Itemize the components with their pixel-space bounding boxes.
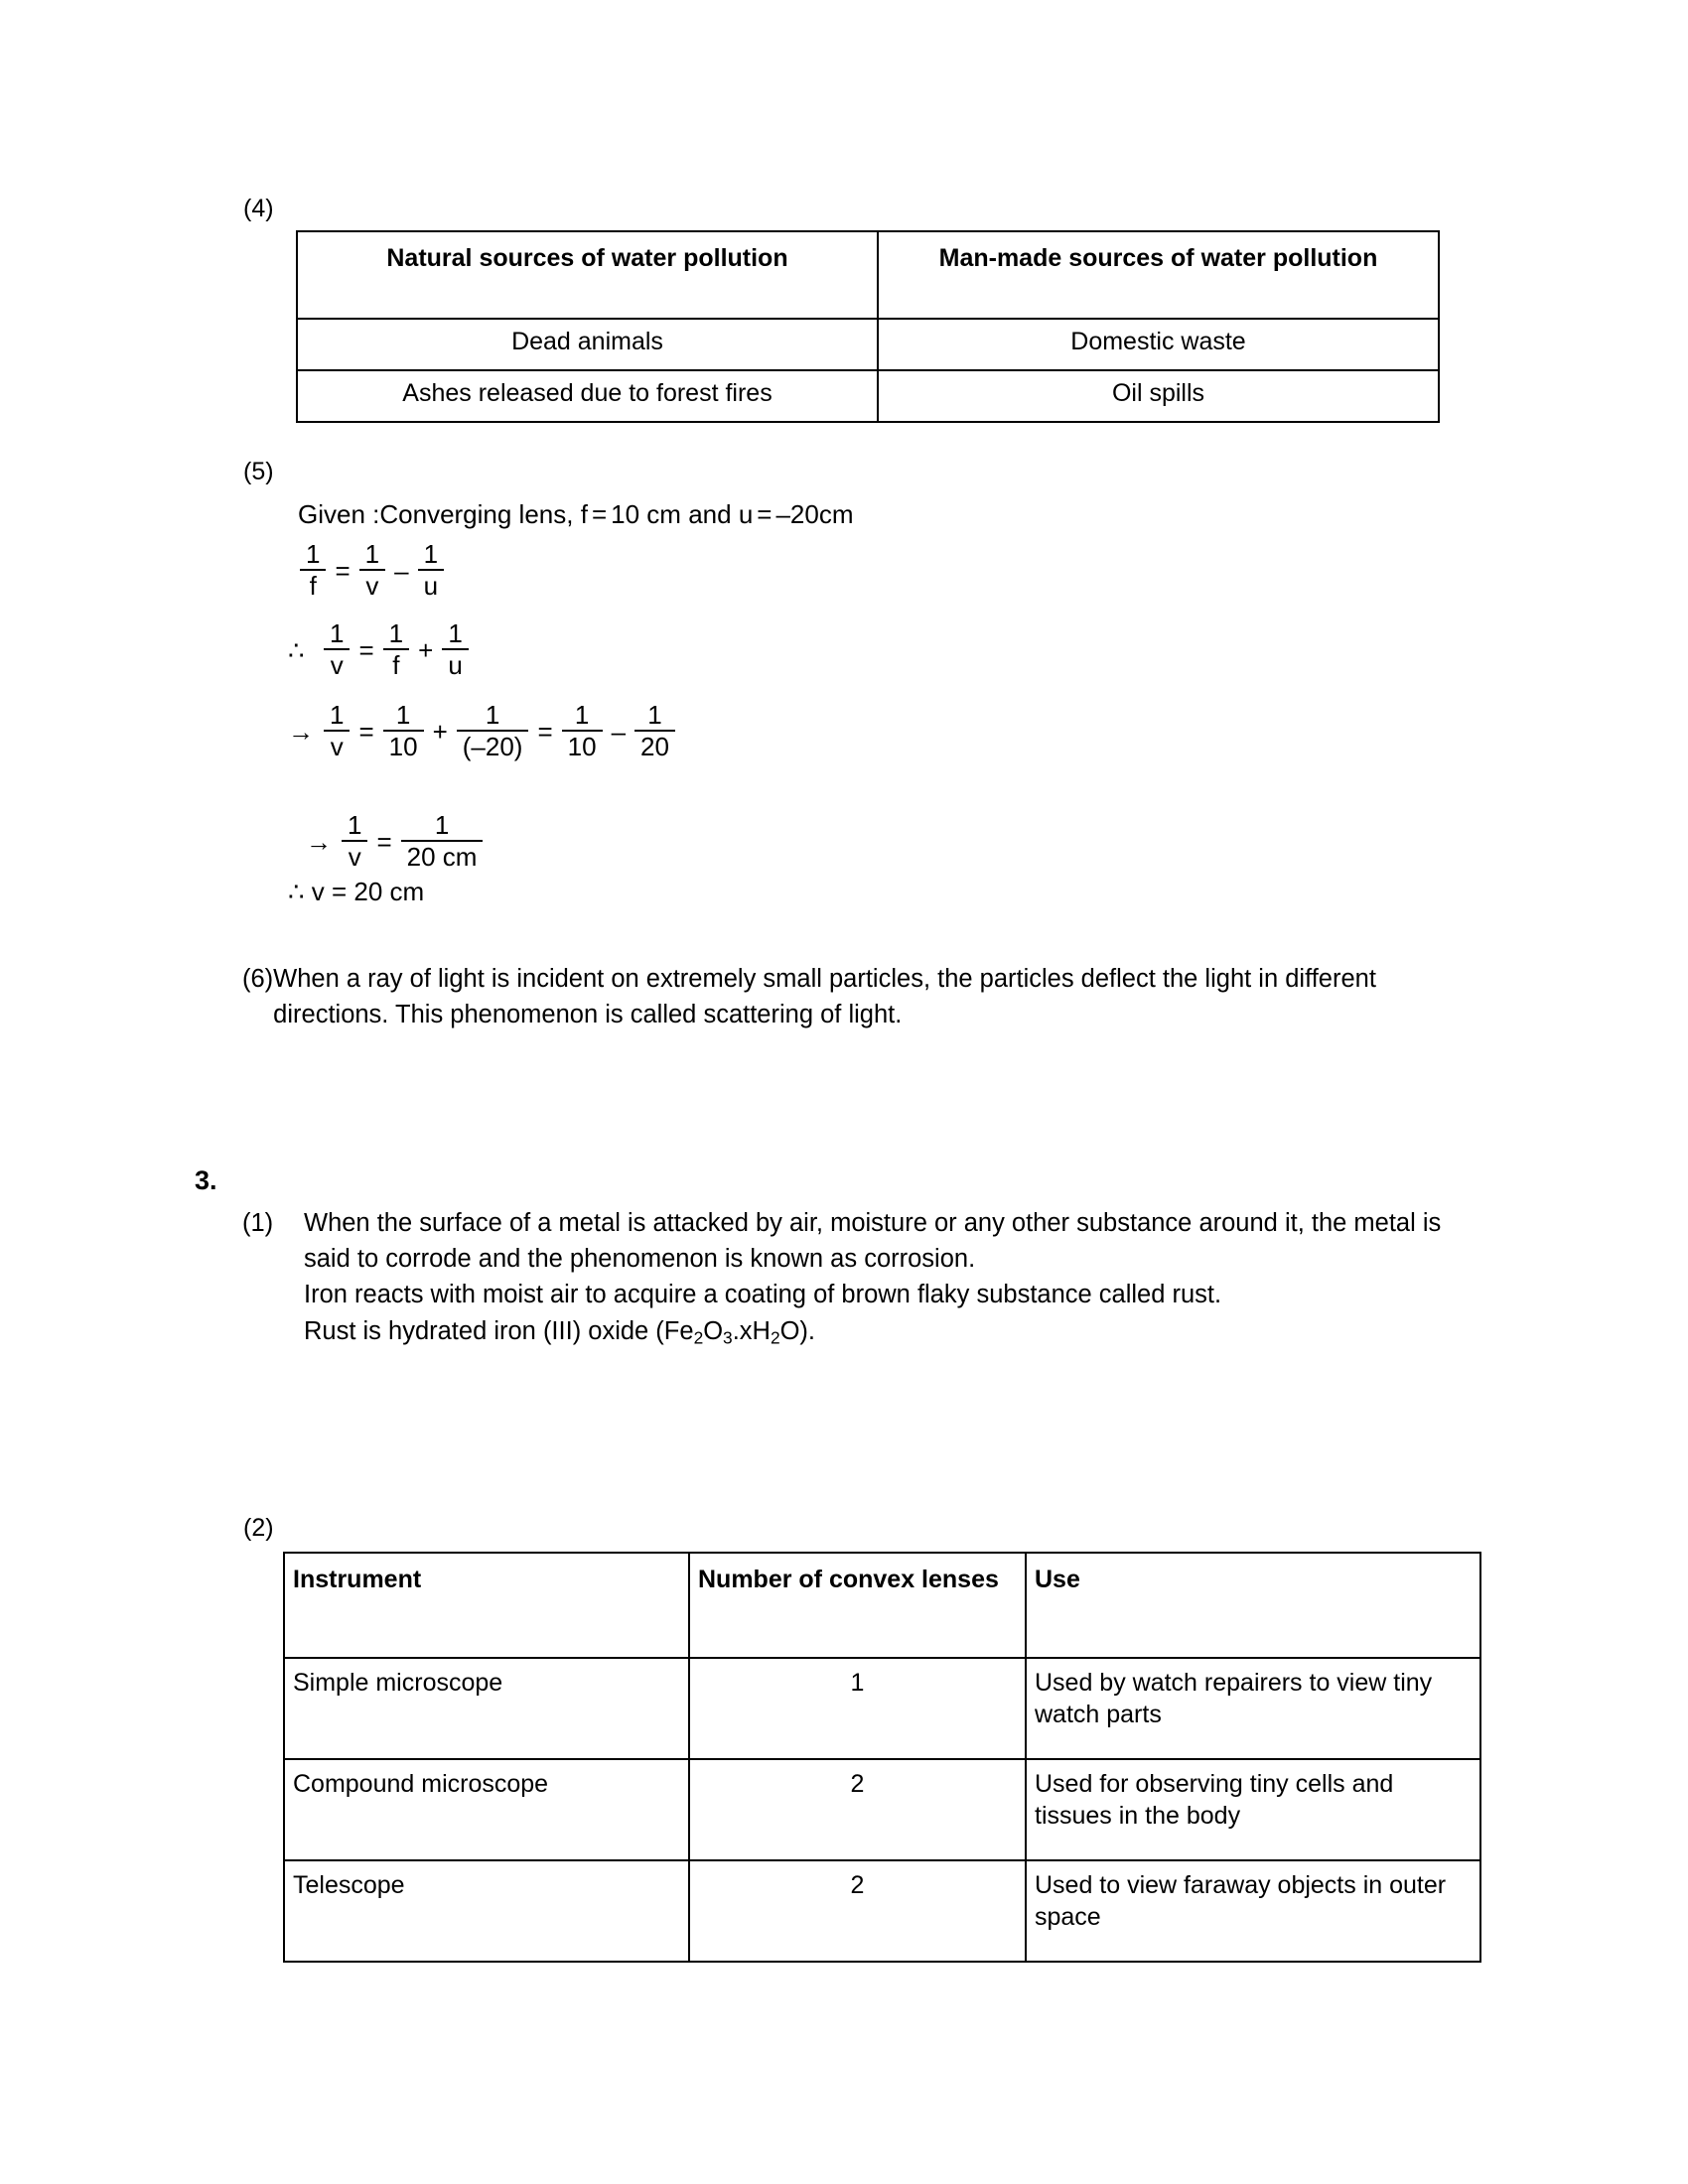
cell-lens-count-2: 2 [689,1759,1026,1860]
table-row [284,1860,1480,1962]
given-u-symbol: u [738,499,754,529]
item-label-5: (5) [243,458,274,485]
corrosion-paragraph-1: When the surface of a metal is attacked by air, moisture or any other substance around it, the metal is said to corrode and the phenomenon is known as corrosion. [304,1209,1442,1274]
rust-subscript-2: 3 [723,1326,733,1347]
table-header-row [297,231,1439,319]
cell-lens-count-3: 2 [689,1860,1026,1962]
cell-use-1: Used by watch repairers to view tiny watch parts [1026,1658,1480,1759]
item-6-answer [242,961,1449,1032]
given-f-value: 10 cm [611,499,681,529]
equals-sign-2: = [537,716,553,747]
item-label-4: (4) [243,195,274,222]
plus-sign: + [432,716,448,747]
rust-formula-after: O). [779,1316,815,1345]
equals-sign: = [335,555,351,586]
numerator: 1 [395,700,411,730]
fraction-one-over-ten-2 [562,702,603,761]
equals-sign: = [358,716,374,747]
cell-instrument-2: Compound microscope [284,1759,689,1860]
rust-formula-before: Rust is hydrated iron (III) oxide (Fe [304,1316,694,1345]
corrosion-paragraph-3 [304,1313,1449,1350]
denominator: u [442,648,468,679]
fraction-one-over-v [359,541,385,601]
minus-sign: – [611,716,627,747]
numerator: 1 [647,700,662,730]
fraction-one-over-negative-twenty [457,702,529,761]
numerator: 1 [330,700,345,730]
table-header-row [284,1553,1480,1658]
rust-subscript-1: 2 [693,1326,704,1347]
column-header-number-of-convex-lenses: Number of convex lenses [689,1553,1026,1658]
cell-instrument-1: Simple microscope [284,1658,689,1759]
cell-manmade-source-2: Oil spills [878,370,1439,422]
numerator: 1 [348,810,362,840]
equals-sign: = [358,634,374,665]
denominator: 20 cm [401,840,484,871]
minus-sign: – [394,555,409,586]
lens-equation-2 [288,620,471,680]
corrosion-answer-body [304,1205,1449,1350]
cell-manmade-source-1: Domestic waste [878,319,1439,370]
numerator: 1 [448,618,463,648]
fraction-one-over-v [324,702,350,761]
arrow-symbol: → [306,826,332,857]
fraction-one-over-f [383,620,409,680]
therefore-symbol: ∴ [288,634,305,665]
denominator: f [300,569,326,600]
numerator: 1 [388,618,404,648]
column-header-manmade-sources: Man-made sources of water pollution [878,231,1439,319]
fraction-one-over-twenty [634,702,675,761]
item-label-2: (2) [243,1514,274,1542]
table-row [297,370,1439,422]
table-row [284,1759,1480,1860]
item-label-1: (1) [242,1209,274,1237]
given-f-symbol: f [580,499,588,529]
fraction-one-over-twenty-cm [401,812,484,872]
fraction-one-over-f [300,541,326,601]
denominator: u [418,569,444,600]
denominator: v [359,569,385,600]
cell-instrument-3: Telescope [284,1860,689,1962]
table-row [284,1658,1480,1759]
denominator: (–20) [457,730,529,760]
corrosion-paragraph-2: Iron reacts with moist air to acquire a coating of brown flaky substance called rust. [304,1281,1222,1309]
denominator: 20 [634,730,675,760]
numerator: 1 [330,618,345,648]
numerator: 1 [434,810,450,840]
section3-item-1 [242,1205,1449,1350]
instruments-table-wrapper [283,1552,1481,1963]
fraction-one-over-ten [383,702,424,761]
given-prefix: Given :Converging lens, [298,499,574,529]
lens-result: ∴ v = 20 cm [288,877,425,906]
section-number-3: 3. [195,1165,217,1195]
lens-equation-1 [298,541,446,601]
cell-natural-source-1: Dead animals [297,319,878,370]
water-pollution-table-wrapper [296,230,1440,423]
rust-formula-mid1: O [703,1316,724,1345]
rust-subscript-3: 2 [770,1326,780,1347]
given-u-equals: = [757,499,773,529]
lens-given-line [298,501,854,527]
denominator: v [324,730,350,760]
plus-sign: + [418,634,434,665]
denominator: 10 [383,730,424,760]
fraction-one-over-v [342,812,367,872]
cell-lens-count-1: 1 [689,1658,1026,1759]
numerator: 1 [423,539,439,569]
fraction-one-over-u [442,620,468,680]
numerator: 1 [306,539,321,569]
column-header-instrument: Instrument [284,1553,689,1658]
denominator: v [342,840,367,871]
water-pollution-table [296,230,1440,423]
numerator: 1 [574,700,590,730]
denominator: v [324,648,350,679]
table-row [297,319,1439,370]
item-label-6: (6) [242,965,274,993]
cell-use-2: Used for observing tiny cells and tissues in the body [1026,1759,1480,1860]
cell-natural-source-2: Ashes released due to forest fires [297,370,878,422]
cell-use-3: Used to view faraway objects in outer space [1026,1860,1480,1962]
denominator: f [383,648,409,679]
column-header-use: Use [1026,1553,1480,1658]
arrow-symbol: → [288,716,314,747]
equals-sign: = [376,826,392,857]
fraction-one-over-v [324,620,350,680]
numerator: 1 [364,539,380,569]
lens-equation-3 [288,702,677,761]
lens-equation-4 [306,812,485,872]
fraction-one-over-u [418,541,444,601]
numerator: 1 [485,700,500,730]
scattering-answer-text: When a ray of light is incident on extremely small particles, the particles deflect the light in different directions. This phenomenon is called scattering of light. [273,965,1376,1029]
instruments-table [283,1552,1481,1963]
given-f-equals: = [591,499,608,529]
given-u-value: –20cm [775,499,854,529]
rust-formula-mid2: .xH [732,1316,771,1345]
given-and: and [688,499,732,529]
denominator: 10 [562,730,603,760]
column-header-natural-sources: Natural sources of water pollution [297,231,878,319]
